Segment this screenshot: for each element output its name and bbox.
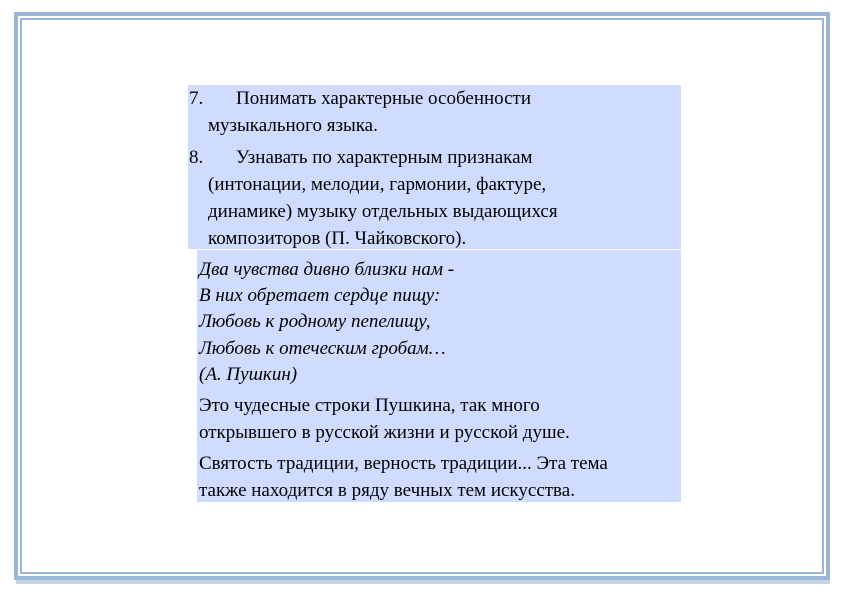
frame-shadow-bottom xyxy=(16,580,830,584)
paragraph-line: открывшего в русской жизни и русской душе. xyxy=(199,422,570,443)
list-item-line: композиторов (П. Чайковского). xyxy=(208,228,467,249)
list-item-line: динамике) музыку отдельных выдающихся xyxy=(208,201,558,222)
list-item-number: 7. xyxy=(189,88,204,109)
poem-line: Любовь к отеческим гробам… xyxy=(199,338,446,359)
list-item-line: Понимать характерные особенности xyxy=(236,88,532,109)
poem-line: Два чувства дивно близки нам - xyxy=(199,259,455,280)
list-item-line: музыкального языка. xyxy=(208,115,378,136)
list-item-number: 8. xyxy=(189,147,204,168)
poem-line: Любовь к родному пепелищу, xyxy=(199,311,431,332)
poem-line: В них обретает сердце пищу: xyxy=(199,285,441,306)
list-item-line: Узнавать по характерным признакам xyxy=(236,147,533,168)
list-item-line: (интонации, мелодии, гармонии, фактуре, xyxy=(208,174,547,195)
paragraph-line: Это чудесные строки Пушкина, так много xyxy=(199,395,540,416)
paragraph-line: Святость традиции, верность традиции... Эта тема xyxy=(199,453,608,474)
poem-author: (А. Пушкин) xyxy=(199,364,298,385)
paragraph-line: также находится в ряду вечных тем искусства. xyxy=(199,480,575,501)
